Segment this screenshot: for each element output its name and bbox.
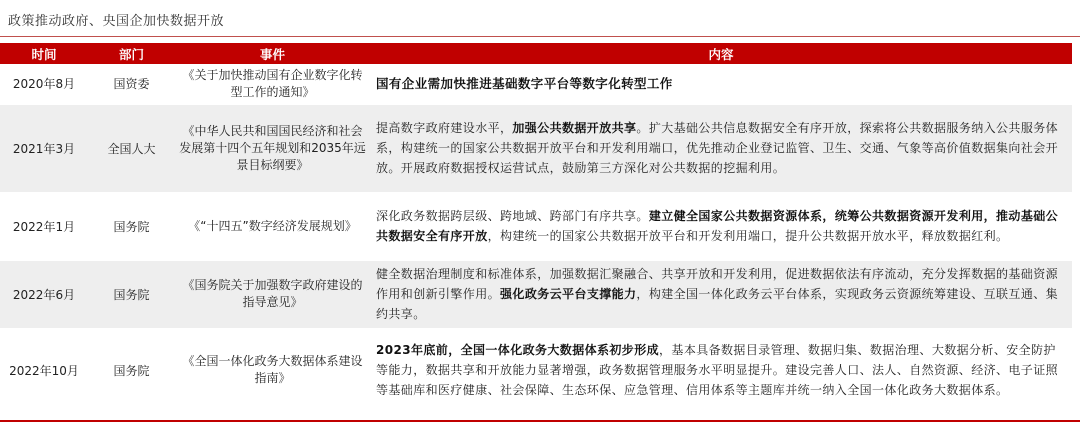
cell-event: 《全国一体化政务大数据体系建设指南》 <box>175 328 370 412</box>
header-time: 时间 <box>0 43 88 64</box>
cell-event: 《“十四五”数字经济发展规划》 <box>175 192 370 260</box>
content-highlight: 加强公共数据开放共享 <box>512 121 637 135</box>
content-text: 健全数据治理制度和标准体系，加强数据汇聚融合、共享开放和开发利用，促进数据依法有序流动，充分发挥数据的基础资源作用和创新引擎作用。 <box>376 267 1059 301</box>
cell-event: 《关于加快推动国有企业数字化转型工作的通知》 <box>175 64 370 104</box>
cell-dept: 全国人大 <box>88 104 175 192</box>
cell-time: 2022年10月 <box>0 328 88 412</box>
content-text: 提高数字政府建设水平， <box>376 121 513 135</box>
cell-dept: 国务院 <box>88 192 175 260</box>
cell-content <box>370 64 1072 104</box>
content-text: 。扩大基础公共信息数据安全有序开放，探索将公共数据服务纳入公共服务体系，构建统一的国家公共数据开放平台和开发利用端口，优先推动企业登记监管、卫生、交通、气象等高价值数据集向社会开放。开展政府数据授权运营试点，鼓励第三方深化对公共数据的挖掘利用。 <box>376 121 1059 175</box>
cell-event: 《中华人民共和国国民经济和社会发展第十四个五年规划和2035年远景目标纲要》 <box>175 104 370 192</box>
header-dept: 部门 <box>88 43 175 64</box>
policy-table <box>0 43 1072 413</box>
table-row <box>0 260 1072 328</box>
cell-content <box>370 104 1072 192</box>
cell-content <box>370 328 1072 412</box>
content-highlight: 国有企业需加快推进基础数字平台等数字化转型工作 <box>376 75 673 91</box>
cell-time: 2021年3月 <box>0 104 88 192</box>
content-highlight: 2023年底前，全国一体化政务大数据体系初步形成 <box>376 343 660 357</box>
cell-content <box>370 192 1072 260</box>
table-header-row <box>0 43 1072 64</box>
content-highlight: 建立健全国家公共数据资源体系，统筹公共数据资源开发利用，推动基础公共数据安全有序开放 <box>376 209 1059 243</box>
header-content: 内容 <box>370 43 1072 64</box>
content-text: ，构建统一的国家公共数据开放平台和开发利用端口，提升公共数据开放水平，释放数据红利。 <box>487 229 1009 243</box>
content-text: ，构建全国一体化政务云平台体系，实现政务云资源统筹建设、互联互通、集约共享。 <box>376 287 1059 321</box>
content-text: 深化政务数据跨层级、跨地域、跨部门有序共享。 <box>376 209 649 223</box>
page-title: 政策推动政府、央国企加快数据开放 <box>8 14 225 29</box>
table-row <box>0 104 1072 192</box>
cell-dept: 国资委 <box>88 64 175 104</box>
table-row <box>0 192 1072 260</box>
cell-content <box>370 260 1072 328</box>
cell-dept: 国务院 <box>88 260 175 328</box>
table-row <box>0 328 1072 412</box>
cell-dept: 国务院 <box>88 328 175 412</box>
bottom-divider <box>0 420 1080 422</box>
title-divider <box>0 36 1080 37</box>
cell-time: 2022年6月 <box>0 260 88 328</box>
table-row <box>0 64 1072 104</box>
header-event: 事件 <box>175 43 370 64</box>
content-highlight: 强化政务云平台支撑能力 <box>500 287 637 301</box>
cell-time: 2022年1月 <box>0 192 88 260</box>
cell-event: 《国务院关于加强数字政府建设的指导意见》 <box>175 260 370 328</box>
cell-time: 2020年8月 <box>0 64 88 104</box>
content-text: ，基本具备数据目录管理、数据归集、数据治理、大数据分析、安全防护等能力，数据共享和开放能力显著增强，政务数据管理服务水平明显提升。建设完善人口、法人、自然资源、经济、电子证照等基础库和医疗健康、社会保障、生态环保、应急管理、信用体系等主题库并统一纳入全国一体化政务大数据体系。 <box>376 343 1059 397</box>
